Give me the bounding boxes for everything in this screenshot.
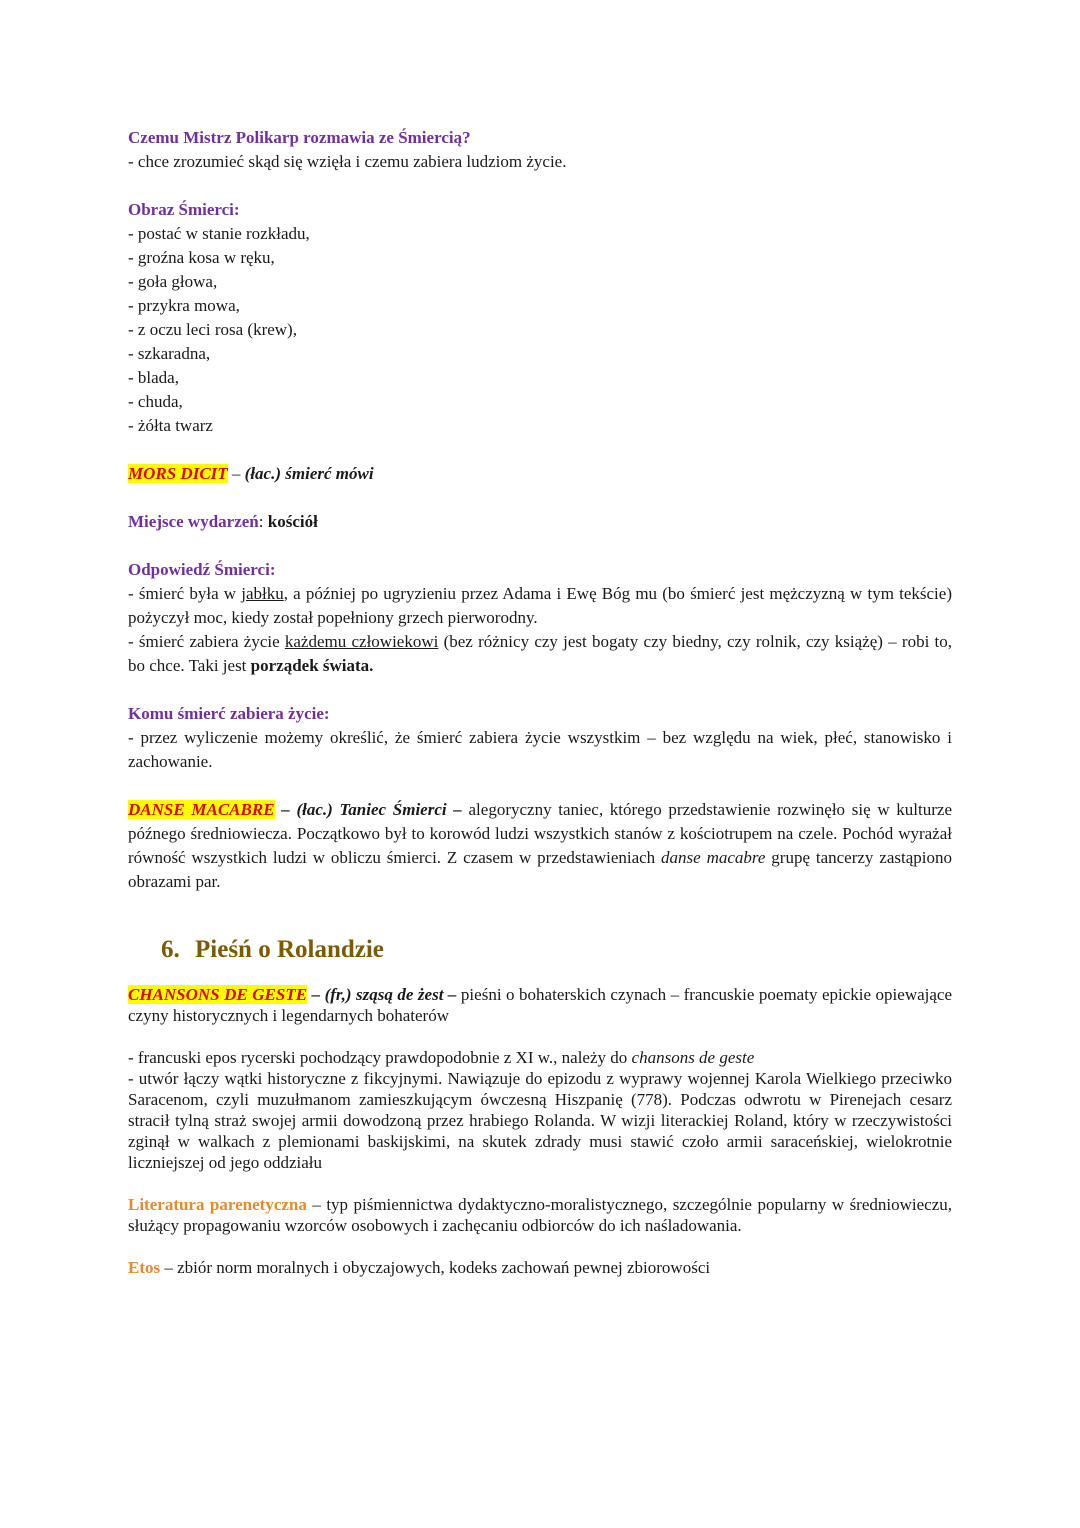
danse-macabre-definition — [128, 798, 952, 894]
heading-title: Pieśń o Rolandzie — [195, 936, 384, 963]
obraz-item: - postać w stanie rozkładu, — [128, 224, 310, 243]
miejsce-value: kościół — [267, 512, 318, 531]
odp-underlined-czlowiek: każdemu człowiekowi — [284, 632, 439, 651]
danse-text: alegoryczny taniec, którego przedstawienie rozwinęło się w kulturze późnego średniowiecza. Początkowo był to korowód ludzi wszystkich stanów z kościotrupem na czele. Pochód wyrażał równość wszystkich ludzi w obliczu śmierci. Z czasem w przedstawieniach — [128, 800, 953, 867]
epos-italic: chansons de geste — [631, 1048, 755, 1067]
parenetyczna-definition — [128, 1194, 952, 1236]
mors-dicit-definition — [128, 462, 952, 486]
chansons-definition — [128, 984, 952, 1026]
section-heading-roland — [161, 935, 952, 965]
section-polikarp — [128, 126, 952, 174]
danse-text: grupę tancerzy zastąpiono obrazami par. — [128, 848, 952, 891]
odpowiedz-paragraph-1 — [128, 582, 952, 630]
mors-dash: – — [227, 464, 245, 483]
epos-description — [128, 1047, 952, 1173]
miejsce-label: Miejsce wydarzeń — [128, 512, 259, 531]
obraz-item: - blada, — [128, 368, 179, 387]
odp-text: - śmierć była w — [128, 584, 242, 603]
obraz-heading: Obraz Śmierci: — [128, 200, 240, 219]
document-page — [128, 126, 952, 1278]
etos-text: – zbiór norm moralnych i obyczajowych, kodeks zachowań pewnej zbiorowości — [160, 1258, 711, 1277]
chansons-term: CHANSONS DE GESTE — [128, 985, 308, 1004]
epos-line-2: - utwór łączy wątki historyczne z fikcyjnymi. Nawiązuje do epizodu z wyprawy wojennej Karola Wielkiego przeciwko Saracenom, czyli muzułmanom zamieszkującym ówczesną Hiszpanię (778). Podczas odwrotu w Pirenejach cesarz stracił tylną straż swojej armii dowodzoną przez hrabiego Rolanda. W wizji literackiej Roland, który w rzeczywistości zginął w walkach z plemionami baskijskimi, na skutek zdrady musi stawić czoło armii saraceńskiej, wielokrotnie liczniejszej od jego oddziału — [128, 1069, 952, 1172]
obraz-item: - chuda, — [128, 392, 183, 411]
chansons-text: pieśni o bohaterskich czynach – francuskie poematy epickie opiewające czyny historycznych i legendarnych bohaterów — [128, 985, 952, 1025]
odp-text: , a później po ugryzieniu przez Adama i Ewę Bóg mu (bo śmierć jest mężczyzną w tym tekście) pożyczył moc, kiedy został popełniony grzech pierworodny. — [128, 584, 952, 627]
obraz-item: - żółta twarz — [128, 416, 213, 435]
section-komu — [128, 702, 952, 774]
epos-line-1 — [128, 1047, 952, 1068]
question-heading: Czemu Mistrz Polikarp rozmawia ze Śmiercią? — [128, 128, 471, 147]
section-odpowiedz — [128, 558, 952, 678]
parenetyczna-text: – typ piśmiennictwa dydaktyczno-moralistycznego, szczególnie popularny w średniowieczu, służący propagowaniu wzorców osobowych i zachęcaniu odbiorców do ich naśladowania. — [128, 1195, 953, 1235]
chansons-meaning: – (fr,) sząsą de żest – — [307, 985, 457, 1004]
heading-number: 6. — [161, 936, 180, 963]
miejsce-wydarzen — [128, 510, 952, 534]
etos-term: Etos — [128, 1258, 161, 1277]
komu-heading: Komu śmierć zabiera życie: — [128, 704, 330, 723]
parenetyczna-term: Literatura parenetyczna — [128, 1195, 307, 1214]
danse-macabre-term: DANSE MACABRE — [128, 800, 275, 819]
obraz-item: - goła głowa, — [128, 272, 218, 291]
question-answer: - chce zrozumieć skąd się wzięła i czemu zabiera ludziom życie. — [128, 152, 567, 171]
obraz-item: - przykra mowa, — [128, 296, 240, 315]
obraz-item: - groźna kosa w ręku, — [128, 248, 275, 267]
odp-bold-porzadek: porządek świata. — [250, 656, 374, 675]
danse-macabre-meaning: – (łac.) Taniec Śmierci – — [274, 800, 462, 819]
danse-italic: danse macabre — [661, 848, 766, 867]
mors-dicit-meaning: (łac.) śmierć mówi — [244, 464, 374, 483]
odpowiedz-paragraph-2 — [128, 630, 952, 678]
obraz-item: - z oczu leci rosa (krew), — [128, 320, 297, 339]
etos-definition — [128, 1257, 952, 1278]
odp-underlined-jablko: jabłku — [241, 584, 284, 603]
komu-paragraph: - przez wyliczenie możemy określić, że śmierć zabiera życie wszystkim – bez względu na wiek, płeć, stanowisko i zachowanie. — [128, 728, 952, 771]
odpowiedz-heading: Odpowiedź Śmierci: — [128, 560, 276, 579]
odp-text: - śmierć zabiera życie — [128, 632, 285, 651]
epos-text: - francuski epos rycerski pochodzący prawdopodobnie z XI w., należy do — [128, 1048, 632, 1067]
mors-dicit-term: MORS DICIT — [128, 464, 228, 483]
miejsce-colon: : — [258, 512, 268, 531]
odp-text: (bez różnicy czy jest bogaty czy biedny, czy rolnik, czy książę) – robi to, bo chce. Taki jest — [128, 632, 953, 675]
obraz-item: - szkaradna, — [128, 344, 211, 363]
section-obraz — [128, 198, 952, 438]
